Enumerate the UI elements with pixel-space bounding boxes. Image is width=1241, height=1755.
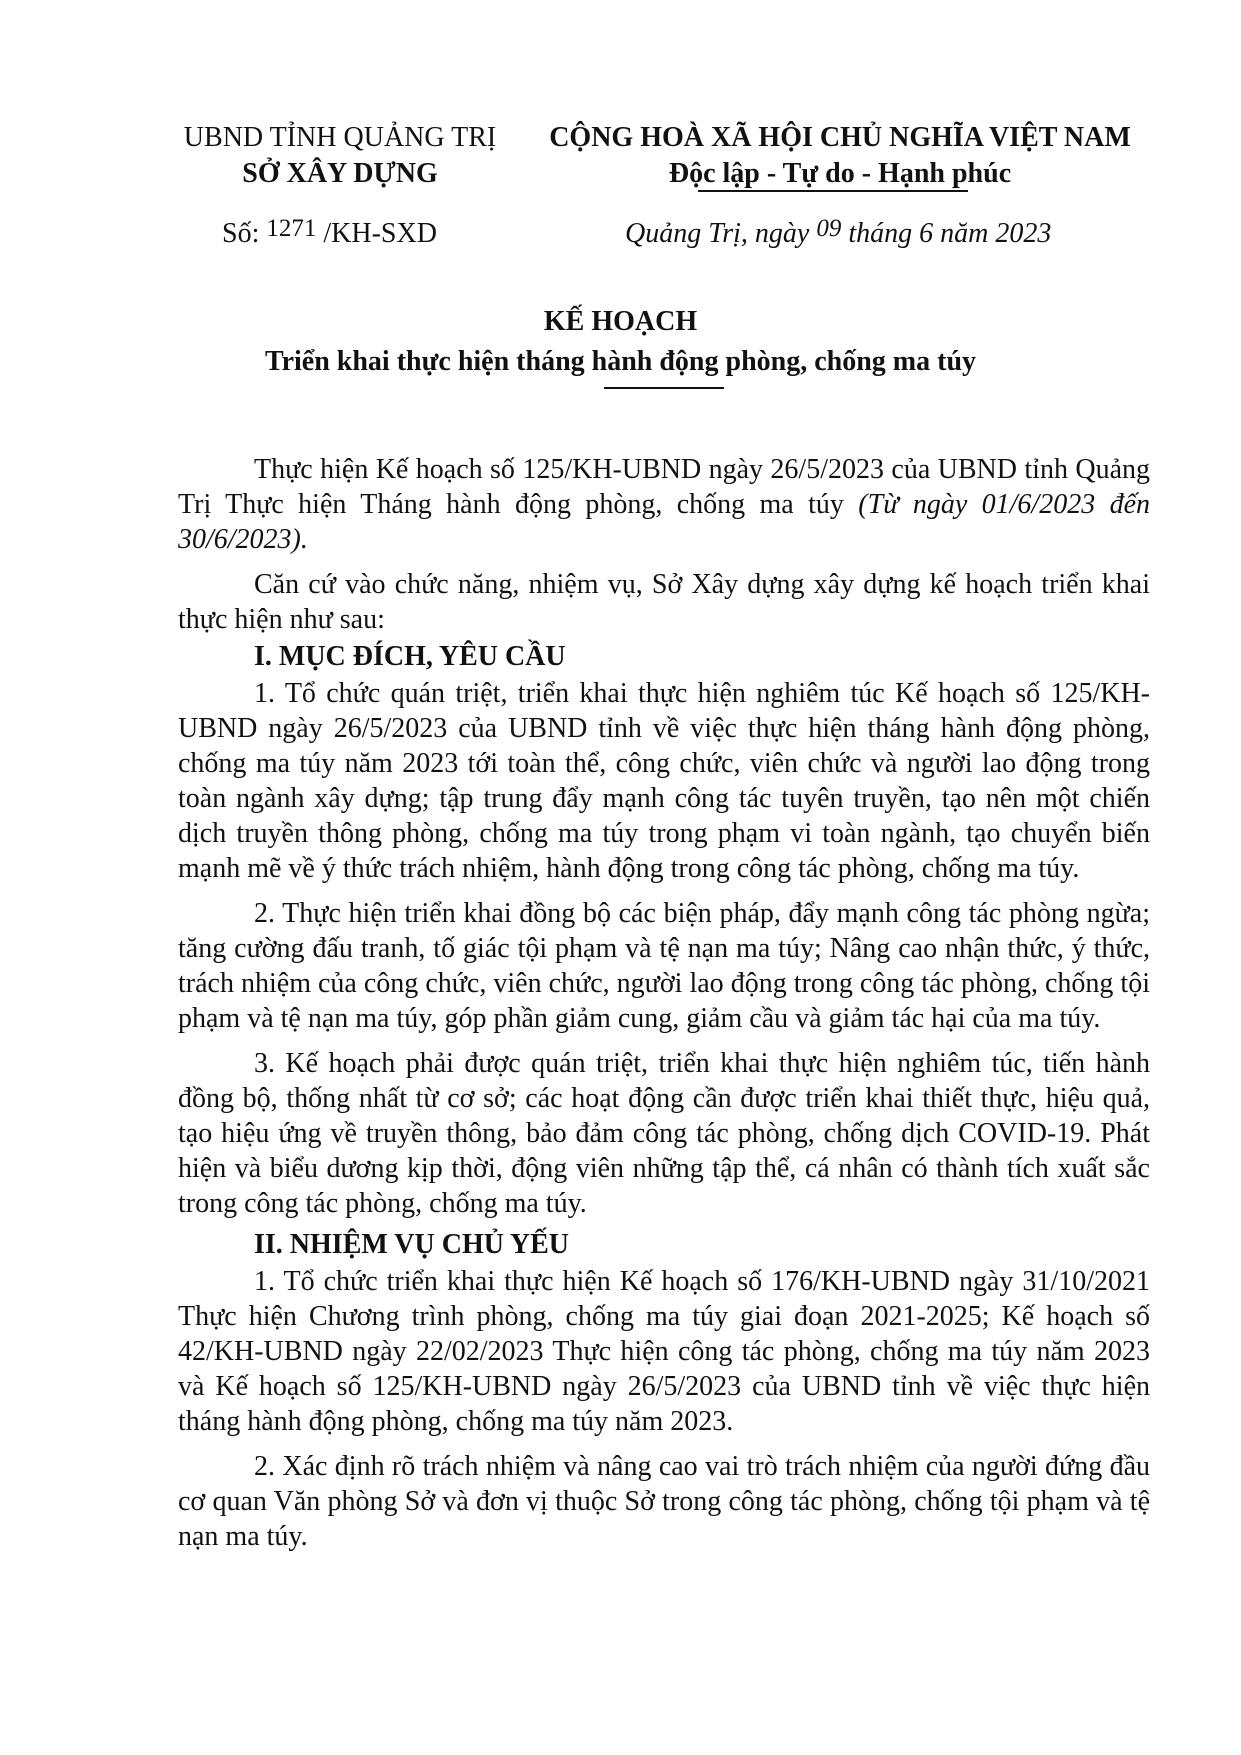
section-1-heading: I. MỤC ĐÍCH, YÊU CẦU (254, 641, 566, 672)
national-title-block (520, 120, 1160, 192)
number-value: 1271 (266, 215, 317, 242)
subject-underline (604, 387, 724, 389)
document-number (222, 215, 437, 250)
document-header (170, 120, 1170, 210)
section-1-item-2: 2. Thực hiện triển khai đồng bộ các biện pháp, đẩy mạnh công tác phòng ngừa; tăng cường đấu tranh, tố giác tội phạm và tệ nạn ma túy; Nâng cao nhận thức, ý thức, trách nhiệm của công chức, viên chức, người lao động trong công tác phòng, chống tội phạm và tệ nạn ma túy, góp phần giảm cung, giảm cầu và giảm tác hại của ma túy. (178, 898, 1150, 1034)
national-motto: Độc lập - Tự do - Hạnh phúc (668, 158, 1012, 189)
intro-1-italic: (Từ ngày 01/6/2023 đến 30/6/2023). (178, 489, 1151, 555)
document-title-block (0, 302, 1241, 382)
section-2-heading: II. NHIỆM VỤ CHỦ YẾU (254, 1229, 570, 1260)
issuing-agency-block (170, 120, 510, 192)
agency-name (170, 156, 510, 192)
motto-underline (698, 190, 968, 192)
agency-parent: UBND TỈNH QUẢNG TRỊ (183, 122, 497, 153)
section-2-item-1: 1. Tổ chức triển khai thực hiện Kế hoạch số 176/KH-UBND ngày 31/10/2021 Thực hiện Chương trình phòng, chống ma túy giai đoạn 2021-2025; Kế hoạch số 42/KH-UBND ngày 22/02/2023 Thực hiện công tác phòng, chống ma túy năm 2023 và Kế hoạch số 125/KH-UBND ngày 26/5/2023 của UBND tỉnh về việc thực hiện tháng hành động phòng, chống ma túy năm 2023. (178, 1266, 1150, 1437)
nation-name: CỘNG HOÀ XÃ HỘI CHỦ NGHĨA VIỆT NAM (549, 122, 1131, 153)
section-1-item-3: 3. Kế hoạch phải được quán triệt, triển khai thực hiện nghiêm túc, tiến hành đồng bộ, thống nhất từ cơ sở; các hoạt động cần được triển khai thiết thực, hiệu quả, tạo hiệu ứng về truyền thông, bảo đảm công tác phòng, chống dịch COVID-19. Phát hiện và biểu dương kịp thời, động viên những tập thể, cá nhân có thành tích xuất sắc trong công tác phòng, chống ma túy. (178, 1048, 1150, 1219)
section-1-item-1: 1. Tổ chức quán triệt, triển khai thực hiện nghiêm túc Kế hoạch số 125/KH-UBND ngày 26/5/2023 của UBND tỉnh về việc thực hiện tháng hành động phòng, chống ma túy năm 2023 tới toàn thể, công chức, viên chức và người lao động trong toàn ngành xây dựng; tập trung đẩy mạnh công tác tuyên truyền, tạo nên một chiến dịch truyền thông phòng, chống ma túy trong phạm vi toàn ngành, tạo chuyển biến mạnh mẽ về ý thức trách nhiệm, hành động trong công tác phòng, chống ma túy. (178, 678, 1150, 884)
place-date-prefix: Quảng Trị, ngày (625, 218, 810, 249)
intro-paragraph-1 (178, 452, 1150, 557)
place-and-date (625, 215, 1052, 250)
document-subject: Triển khai thực hiện tháng hành động phòng, chống ma túy (264, 346, 977, 377)
number-prefix: Số: (222, 218, 260, 249)
intro-1-text: Thực hiện Kế hoạch số 125/KH-UBND ngày 26/5/2023 của UBND tỉnh Quảng Trị Thực hiện Tháng hành động phòng, chống ma túy (178, 454, 1150, 520)
number-suffix: /KH-SXD (323, 218, 437, 249)
agency-name-text: SỞ XÂY DỰNG (242, 158, 438, 189)
place-date-suffix: tháng 6 năm 2023 (848, 218, 1052, 249)
reference-line (222, 215, 1172, 258)
intro-paragraph-2: Căn cứ vào chức năng, nhiệm vụ, Sở Xây dựng xây dựng kế hoạch triển khai thực hiện như sau: (178, 569, 1150, 635)
document-body (178, 452, 1150, 1554)
document-type: KẾ HOẠCH (543, 306, 698, 337)
date-day: 09 (816, 215, 842, 242)
section-2-item-2: 2. Xác định rõ trách nhiệm và nâng cao vai trò trách nhiệm của người đứng đầu cơ quan Văn phòng Sở và đơn vị thuộc Sở trong công tác phòng, chống tội phạm và tệ nạn ma túy. (178, 1451, 1150, 1552)
